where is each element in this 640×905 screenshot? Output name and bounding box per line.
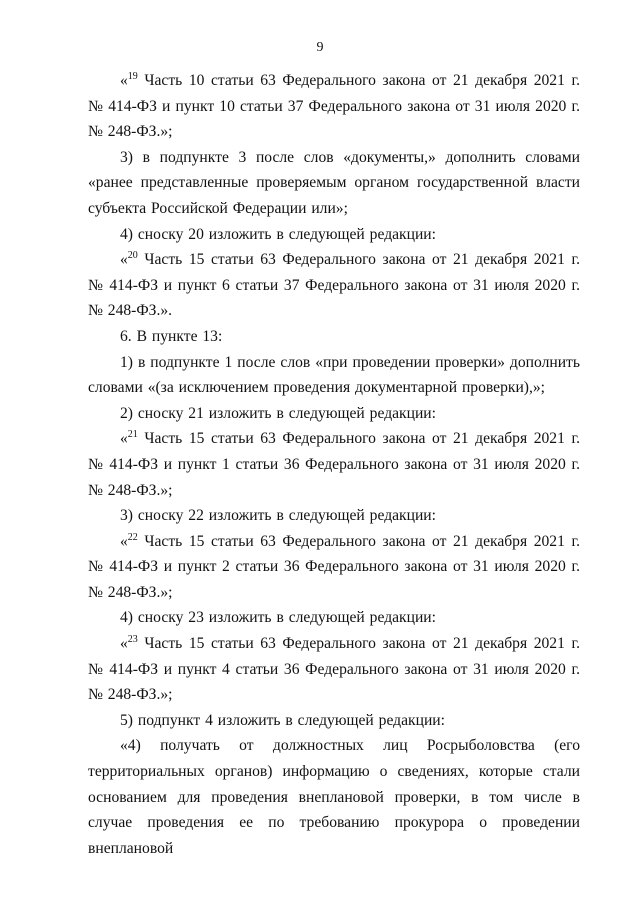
footnote-marker: 21 (127, 429, 138, 441)
paragraph-subitem-3: 3) в подпункте 3 после слов «документы,» дополнить словами «ранее представленные проверяемым органом государственной власти субъекта Российской Федерации или»; (88, 148, 580, 217)
paragraph-footnote-19: «$^{19}$ Часть 10 статьи 63 Федерального закона от 21 декабря 2021 г. № 414-ФЗ и пункт 10 статьи 37 Федерального закона от 31 июля 2020 г. № 248-ФЗ.»; (88, 71, 580, 141)
footnote-marker: 22 (127, 531, 138, 543)
footnote-marker: 23 (127, 634, 138, 646)
footnote-marker: 19 (127, 71, 138, 82)
document-body (88, 68, 580, 861)
paragraph-subitem-2: 2) сноску 21 изложить в следующей редакции: (120, 404, 436, 422)
paragraph-subitem-3b: 3) сноску 22 изложить в следующей редакции: (120, 507, 436, 525)
paragraph-subitem-5: 5) подпункт 4 изложить в следующей редакции: (120, 711, 445, 729)
paragraph-subitem-4b: 4) сноску 23 изложить в следующей редакции: (120, 609, 436, 627)
paragraph-subitem-1: 1) в подпункте 1 после слов «при проведении проверки» дополнить словами «(за исключением проведения документарной проверки),»; (88, 353, 580, 397)
paragraph-item-6: 6. В пункте 13: (120, 327, 223, 345)
footnote-marker: 20 (127, 250, 138, 262)
paragraph-subitem-4: 4) сноску 20 изложить в следующей редакции: (120, 225, 436, 243)
paragraph-quote-4: «4) получать от должностных лиц Росрыболовства (его территориальных органов) информацию о сведениях, которые стали основанием для проведения внеплановой проверки, в том числе в случае проведения ее по требованию прокурора о проведении внеплановой (88, 737, 580, 857)
paragraph-footnote-22: «$^{22}$ Часть 15 статьи 63 Федерального закона от 21 декабря 2021 г. № 414-ФЗ и пункт 2 статьи 36 Федерального закона от 31 июля 2020 г. № 248-ФЗ.»; (88, 531, 580, 601)
paragraph-footnote-23: «$^{23}$ Часть 15 статьи 63 Федерального закона от 21 декабря 2021 г. № 414-ФЗ и пункт 4 статьи 36 Федерального закона от 31 июля 2020 г. № 248-ФЗ.»; (88, 634, 580, 704)
paragraph-footnote-21: «$^{21}$ Часть 15 статьи 63 Федерального закона от 21 декабря 2021 г. № 414-ФЗ и пункт 1 статьи 36 Федерального закона от 31 июля 2020 г. № 248-ФЗ.»; (88, 429, 580, 499)
paragraph-footnote-20: «$^{20}$ Часть 15 статьи 63 Федерального закона от 21 декабря 2021 г. № 414-ФЗ и пункт 6 статьи 37 Федерального закона от 31 июля 2020 г. № 248-ФЗ.». (88, 250, 580, 320)
page-number: 9 (316, 40, 324, 55)
